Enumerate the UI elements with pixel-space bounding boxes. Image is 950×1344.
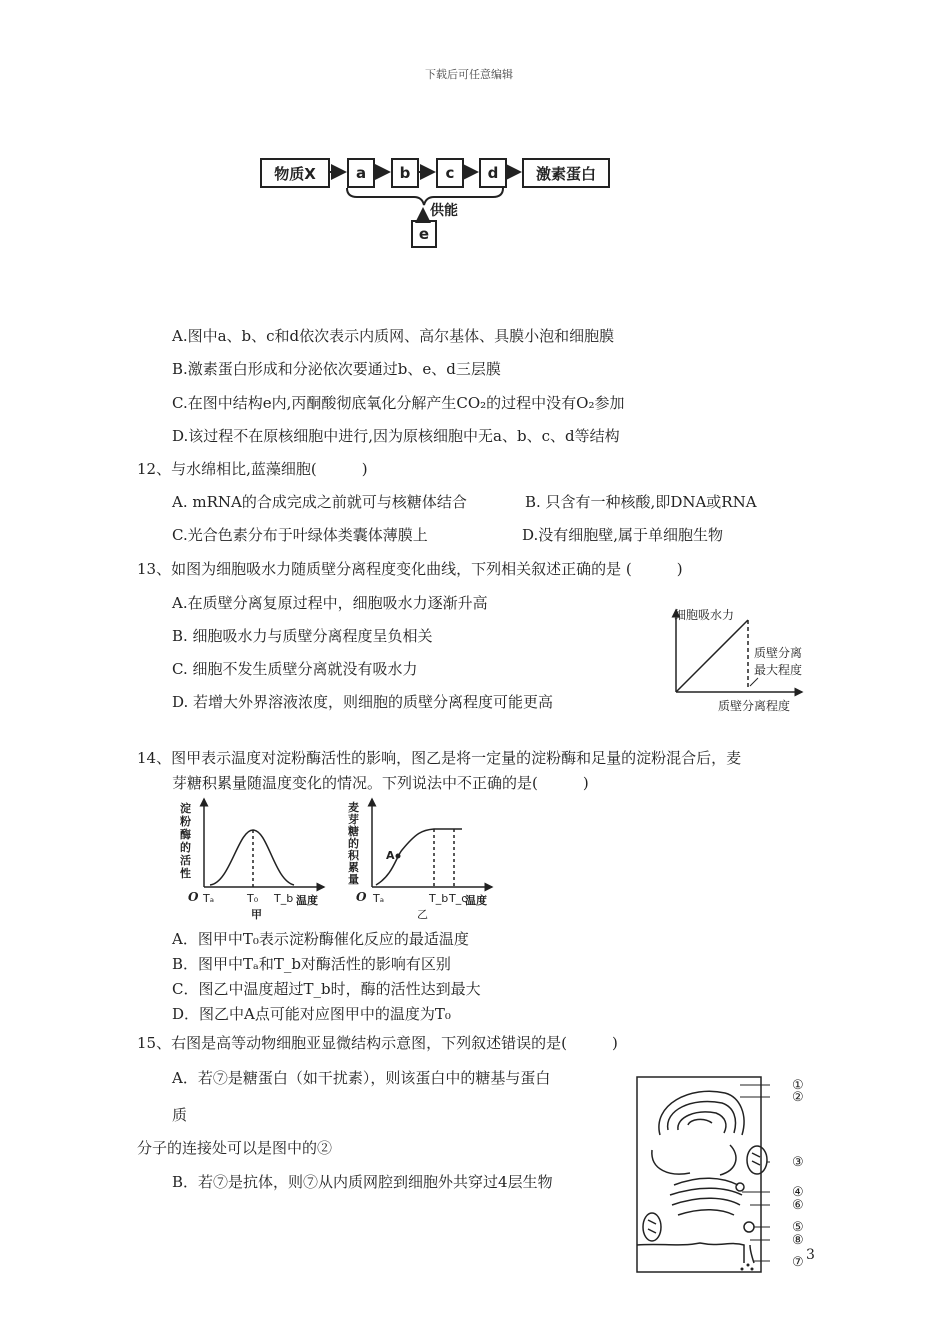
q13-stem: 13、如图为细胞吸水力随质壁分离程度变化曲线，下列相关叙述正确的是 ( ): [137, 560, 683, 578]
cell-label-3: ③: [792, 1155, 804, 1170]
q15-option-a-1: A．若⑦是糖蛋白（如干扰素），则该蛋白中的糖基与蛋白: [172, 1069, 551, 1087]
q14-option-d: D．图乙中A点可能对应图甲中的温度为T₀: [172, 1005, 451, 1023]
q14-jia-origin: O: [188, 890, 199, 904]
q14-option-a: A．图甲中T₀表示淀粉酶催化反应的最适温度: [172, 930, 469, 948]
q12-stem: 12、与水绵相比,蓝藻细胞( ): [137, 460, 368, 478]
flow-energy-label: 供能: [430, 203, 458, 219]
cell-label-2: ②: [792, 1090, 804, 1105]
cell-label-7: ⑦: [792, 1255, 804, 1270]
flow-step-a: a: [347, 158, 375, 188]
cell-label-6: ⑥: [792, 1198, 804, 1213]
q15-option-a-3: 分子的连接处可以是图中的②: [137, 1139, 333, 1157]
q14-jia-xlabel: 温度: [296, 894, 318, 907]
q14-yi-point: A: [386, 849, 395, 862]
q14-yi-xlabel: 温度: [465, 894, 487, 907]
q14-yi-caption: 乙: [417, 908, 428, 921]
q13-graph-ylabel: 细胞吸水力: [674, 608, 735, 622]
flow-step-c: c: [436, 158, 464, 188]
q15-option-a-2: 质: [172, 1106, 188, 1124]
flow-source-box: e: [411, 220, 437, 248]
q13-option-d: D. 若增大外界溶液浓度，则细胞的质壁分离程度可能更高: [172, 693, 554, 711]
ylabel-char: 酶: [180, 828, 191, 841]
q13-graph-note-1: 质壁分离: [754, 646, 803, 660]
ylabel-char: 的: [348, 837, 359, 850]
cell-label-5: ⑤: [792, 1220, 804, 1235]
q12-option-b: B. 只含有一种核酸,即DNA或RNA: [525, 493, 757, 511]
q11-option-c: C.在图中结构e内,丙酮酸彻底氧化分解产生CO₂的过程中没有O₂参加: [172, 394, 625, 412]
q12-option-c: C.光合色素分布于叶绿体类囊体薄膜上: [172, 526, 428, 544]
q14-jia-caption: 甲: [251, 908, 262, 921]
ylabel-char: 积: [348, 849, 359, 862]
ylabel-char: 活: [180, 854, 191, 867]
q11-option-a: A.图中a、b、c和d依次表示内质网、高尔基体、具膜小泡和细胞膜: [172, 327, 615, 345]
flow-step-b: b: [391, 158, 419, 188]
q13-option-a: A.在质壁分离复原过程中，细胞吸水力逐渐升高: [172, 594, 488, 612]
q12-option-a: A. mRNA的合成完成之前就可与核糖体结合: [172, 493, 467, 511]
ylabel-char: 量: [348, 873, 359, 886]
q14-yi-tb: T_b: [429, 892, 449, 905]
ylabel-char: 芽: [348, 813, 359, 826]
ylabel-char: 累: [348, 861, 359, 874]
q14-jia-tb: T_b: [274, 892, 294, 905]
q14-yi-ta: Tₐ: [373, 892, 385, 905]
q11-option-d: D.该过程不在原核细胞中进行,因为原核细胞中无a、b、c、d等结构: [172, 427, 620, 445]
cell-label-8: ⑧: [792, 1233, 804, 1248]
q14-option-b: B．图甲中Tₐ和T_b对酶活性的影响有区别: [172, 955, 451, 973]
q14-jia-t0: T₀: [247, 892, 259, 905]
cell-label-4: ④: [792, 1185, 804, 1200]
q13-option-b: B. 细胞吸水力与质壁分离程度呈负相关: [172, 627, 433, 645]
flow-start-box: 物质X: [260, 158, 330, 188]
q14-yi-axes: [358, 795, 498, 895]
q13-graph-xlabel: 质壁分离程度: [718, 699, 791, 713]
ylabel-char: 性: [180, 867, 191, 880]
q13-option-c: C. 细胞不发生质壁分离就没有吸水力: [172, 660, 418, 678]
ylabel-char: 麦: [348, 801, 359, 814]
ylabel-char: 粉: [180, 815, 191, 828]
q14-yi-origin: O: [356, 890, 367, 904]
ylabel-char: 糖: [348, 825, 359, 838]
cell-drawing: [630, 1075, 780, 1275]
q14-stem-1: 14、图甲表示温度对淀粉酶活性的影响，图乙是将一定量的淀粉酶和足量的淀粉混合后，麦: [137, 749, 742, 767]
q14-stem-2: 芽糖积累量随温度变化的情况。下列说法中不正确的是( ): [172, 774, 589, 792]
q14-yi-tc: T_c: [449, 892, 468, 905]
ylabel-char: 的: [180, 841, 191, 854]
q13-graph-note-2: 最大程度: [754, 663, 803, 677]
q15-stem: 15、右图是高等动物细胞亚显微结构示意图，下列叙述错误的是( ): [137, 1034, 618, 1052]
page-header: 下载后可任意编辑: [425, 68, 513, 81]
page-number: 3: [806, 1247, 815, 1263]
cell-label-1: ①: [792, 1078, 804, 1093]
q14-jia-ta: Tₐ: [203, 892, 215, 905]
flow-arrows: [0, 0, 950, 260]
q15-option-b-1: B．若⑦是抗体，则⑦从内质网腔到细胞外共穿过4层生物: [172, 1173, 553, 1191]
ylabel-char: 淀: [180, 802, 191, 815]
flow-step-d: d: [479, 158, 507, 188]
q14-jia-axes: [190, 795, 330, 895]
q11-option-b: B.激素蛋白形成和分泌依次要通过b、e、d三层膜: [172, 360, 501, 378]
q12-option-d: D.没有细胞壁,属于单细胞生物: [522, 526, 724, 544]
q14-option-c: C．图乙中温度超过T_b时，酶的活性达到最大: [172, 980, 481, 998]
flow-end-box: 激素蛋白: [522, 158, 610, 188]
